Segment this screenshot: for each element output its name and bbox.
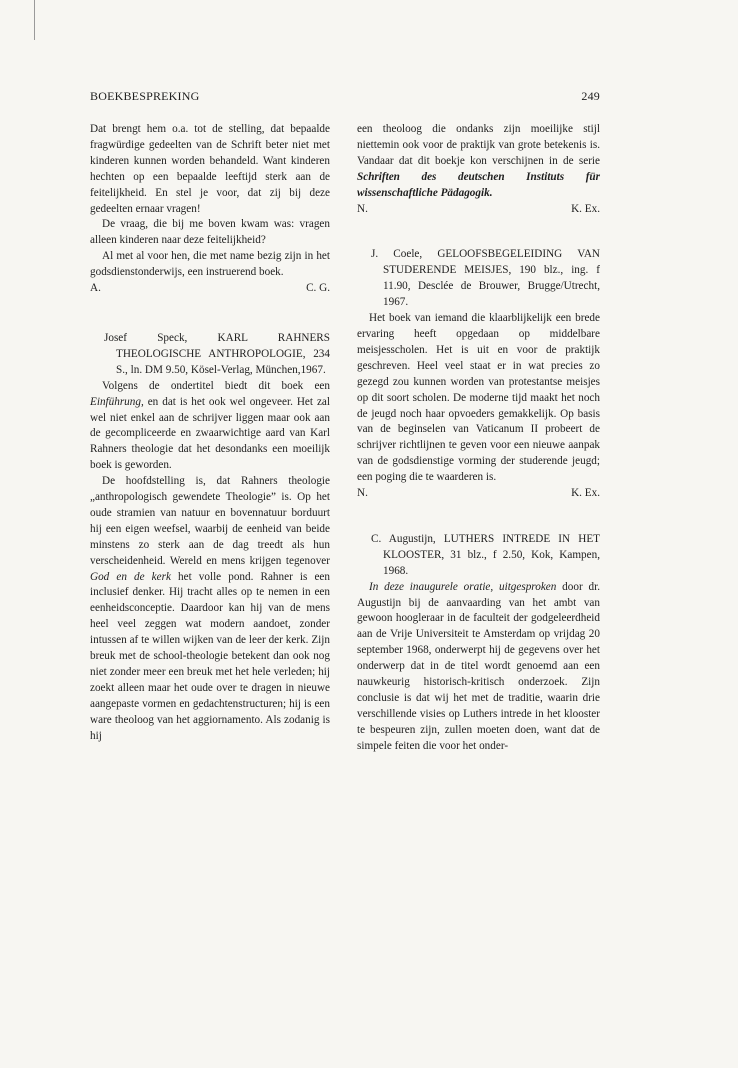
paragraph: Al met al voor hen, die met name bezig zijn in het godsdienstonderwijs, een instruerend boek. [90,250,330,279]
emphasis: God en de kerk [90,570,171,583]
paragraph: een theoloog die ondanks zijn moeilijke stijl niettemin ook voor de praktijk van grote betekenis is. Vandaar dat dit boekje kon verschijnen in de serie Schriften des deutschen Instituts für wissenschaftliche Pädagogik. [357,123,600,199]
page-edge-line [34,0,35,40]
signature-reviewer: K. Ex. [571,487,600,500]
signature-initial: N. [357,487,368,500]
paragraph: De vraag, die bij me boven kwam was: vragen alleen kinderen naar deze feitelijkheid? [90,218,330,247]
signature-reviewer: K. Ex. [571,202,600,215]
emphasis: In deze inaugurele oratie, uitgesproken [369,580,557,593]
review-signature [357,486,600,502]
review-heading: Josef Speck, KARL RAHNERS THEOLOGISCHE ANTHROPOLOGIE, 234 S., ln. DM 9.50, Kösel-Verlag, München,1967. [104,331,330,376]
review-heading: C. Augustijn, LUTHERS INTREDE IN HET KLOOSTER, 31 blz., f 2.50, Kok, Kampen, 1968. [371,532,600,577]
paragraph: De hoofdstelling is, dat Rahners theologie „anthropologisch gewendete Theologie” is. Op het oude stramien van natuur en bovennatuur borduurt hij een eigen weefsel, waarbij de eenheid van beide minstens zo sterk aan de dag treedt als hun verscheidenheid. Wereld en mens krijgen tegenover God en de kerk het volle pond. Rahner is een inclusief denker. Hij tracht alles op te nemen in een eenheidsconceptie. Daardoor kan hij van de mens heel veel zeggen wat modern aandoet, zonder intussen af te willen wijken van de leer der kerk. Zijn breuk met de school-theologie betekent dan ook nog niet zonder meer een breuk met het hele verleden; hij zoekt alleen maar het oude over te dragen in nieuwe aangepaste vormen en gedachtenstructuren; hij is een ware theoloog van het aggiornamento. Als zodanig is hij [90,475,330,742]
review-signature [90,281,330,297]
series-title: Schriften des deutschen Instituts für wissenschaftliche Pädagogik. [357,170,600,199]
emphasis: Einführung, [90,395,144,408]
running-title: BOEKBESPREKING [90,89,200,103]
signature-initial: N. [357,202,368,215]
paragraph: Volgens de ondertitel biedt dit boek een Einführung, en dat is het ook wel ongeveer. Het zal wel niet enkel aan de schrijver liggen maar ook aan de gecompliceerde en zwaarwichtige aard van Karl Rahners theologie dat het desondanks een moeilijk boek is geworden. [90,379,330,472]
page-number: 249 [581,89,600,103]
paragraph: Het boek van iemand die klaarblijkelijk een brede ervaring heeft opgedaan op middelbare meisjesscholen. Het is uit en voor de praktijk geschreven. Heel veel staat er in wat precies zo gezegd zou kunnen worden van protestantse meisjes op dit soort scholen. De moderne tijd maakt het noch de jeugd noch haar opvoeders gemakkelijk. Op basis van de beginselen van Vaticanum II probeert de schrijver richtlijnen te geven voor een nieuwe aanpak van de godsdienstige vorming der studerende jeugd; een poging die te waarderen is. [357,312,600,484]
signature-initial: A. [90,282,101,295]
right-column [357,122,600,755]
paragraph: In deze inaugurele oratie, uitgesproken door dr. Augustijn bij de aanvaarding van het ambt van gewoon hoogleraar in de faculteit der godgeleerdheid aan de Vrije Universiteit te Amsterdam op vrijdag 20 september 1968, onderwerpt hij de gegevens over het onderwerp dat in de titel wordt genoemd aan een nauwkeurig historisch-kritisch onderzoek. Zijn conclusie is dat wij het met de traditie, waarin drie verschillende visies op Luthers intrede in het klooster te bespeuren zijn, zullen moeten doen, want dat de simpele feiten die voor het onder- [357,580,600,752]
paragraph: Dat brengt hem o.a. tot de stelling, dat bepaalde fragwürdige gedeelten van de Schrift beter niet met kinderen kunnen worden behandeld. Want kinderen hechten op een bepaalde leeftijd sterk aan de feitelijkheid. En stel je voor, dat zij bij deze gedeelten ernaar vragen! [90,123,330,215]
signature-reviewer: C. G. [306,282,330,295]
review-signature [357,202,600,218]
left-column [90,122,330,745]
review-heading: J. Coele, GELOOFSBEGELEIDING VAN STUDERENDE MEISJES, 190 blz., ing. f 11.90, Desclée de Brouwer, Brugge/Utrecht, 1967. [371,248,600,309]
